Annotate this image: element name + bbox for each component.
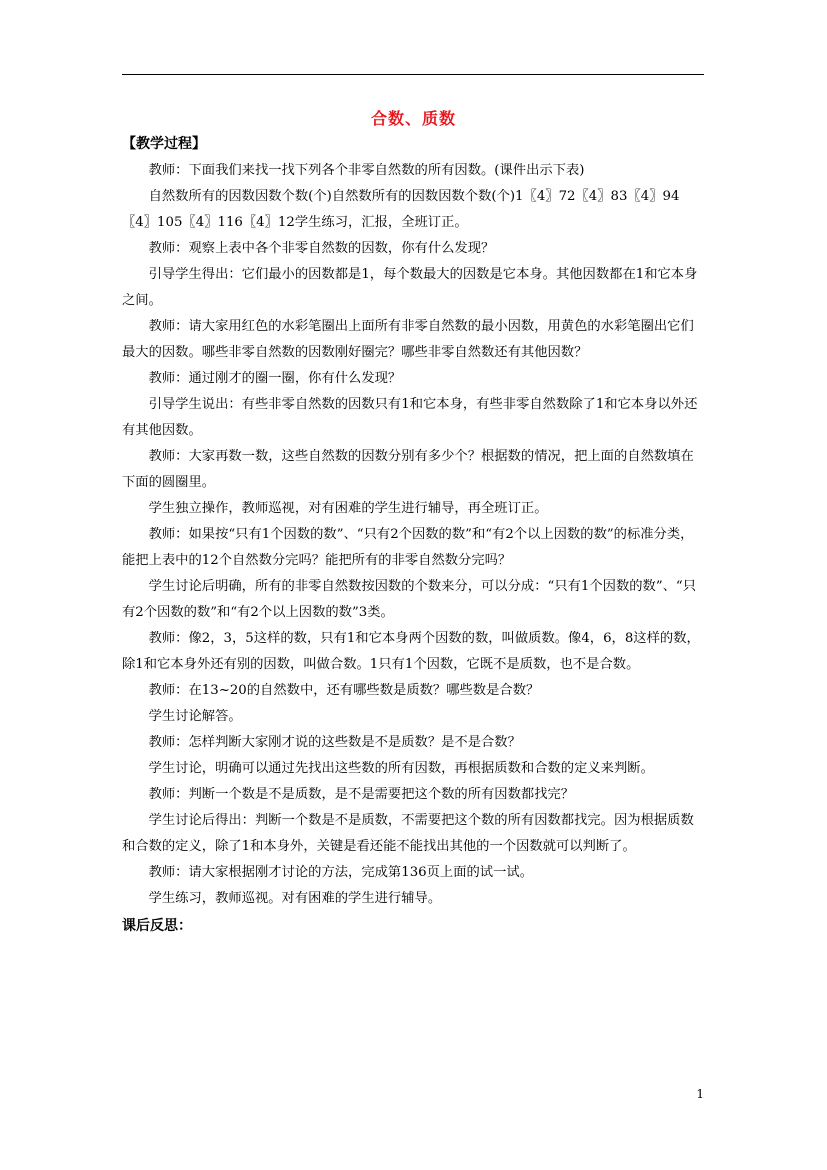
paragraph: 引导学生得出：它们最小的因数都是1，每个数最大的因数是它本身。其他因数都在1和它本身之间。 <box>122 267 698 308</box>
paragraph: 学生讨论，明确可以通过先找出这些数的所有因数，再根据质数和合数的定义来判断。 <box>148 761 654 776</box>
paragraph: 自然数所有的因数因数个数(个)自然数所有的因数因数个数(个)1〖4〗72〖4〗83〖4〗94〖4〗105〖4〗116〖4〗12学生练习，汇报，全班订正。 <box>122 189 680 230</box>
paragraph: 学生练习，教师巡视。对有困难的学生进行辅导。 <box>148 891 442 906</box>
document-body <box>122 134 704 938</box>
paragraph: 教师：判断一个数是不是质数，是不是需要把这个数的所有因数都找完？ <box>148 787 575 802</box>
page-title: 合数、质数 <box>370 109 456 128</box>
paragraph: 教师：通过刚才的圈一圈，你有什么发现？ <box>148 371 402 386</box>
paragraph: 教师：请大家用红色的水彩笔圈出上面所有非零自然数的最小因数，用黄色的水彩笔圈出它们最大的因数。哪些非零自然数的因数刚好圈完？哪些非零自然数还有其他因数？ <box>122 319 694 360</box>
paragraph: 教师：请大家根据刚才讨论的方法，完成第136页上面的试一试。 <box>148 865 533 880</box>
paragraph-list <box>122 158 704 912</box>
paragraph: 学生讨论后得出：判断一个数是不是质数，不需要把这个数的所有因数都找完。因为根据质数和合数的定义，除了1和本身外，关键是看还能不能找出其他的一个因数就可以判断了。 <box>122 813 694 854</box>
paragraph: 教师：怎样判断大家刚才说的这些数是不是质数？是不是合数？ <box>148 735 521 750</box>
reflection-heading: 课后反思： <box>122 918 192 934</box>
paragraph: 教师：如果按“只有1个因数的数”、“只有2个因数的数”和“有2个以上因数的数”的标准分类，能把上表中的12个自然数分完吗？能把所有的非零自然数分完吗？ <box>122 527 694 568</box>
paragraph: 学生讨论解答。 <box>148 709 242 724</box>
page-number: 1 <box>696 1087 704 1101</box>
paragraph: 教师：在13~20的自然数中，还有哪些数是质数？哪些数是合数？ <box>148 683 540 698</box>
header-rule <box>122 74 704 75</box>
paragraph: 教师：观察上表中各个非零自然数的因数，你有什么发现？ <box>148 241 495 256</box>
paragraph: 引导学生说出：有些非零自然数的因数只有1和它本身，有些非零自然数除了1和它本身以外还有其他因数。 <box>122 397 698 438</box>
paragraph: 教师：像2，3，5这样的数，只有1和它本身两个因数的数，叫做质数。像4，6，8这样的数，除1和它本身外还有别的因数，叫做合数。1只有1个因数，它既不是质数，也不是合数。 <box>122 631 700 672</box>
section-heading: 【教学过程】 <box>122 136 206 152</box>
paragraph: 学生讨论后明确，所有的非零自然数按因数的个数来分，可以分成：“只有1个因数的数”、“只有2个因数的数”和“有2个以上因数的数”3类。 <box>122 579 697 620</box>
paragraph: 教师：大家再数一数，这些自然数的因数分别有多少个？根据数的情况，把上面的自然数填在下面的圆圈里。 <box>122 449 694 490</box>
paragraph: 学生独立操作，教师巡视，对有困难的学生进行辅导，再全班订正。 <box>148 501 548 516</box>
paragraph: 教师：下面我们来找一找下列各个非零自然数的所有因数。(课件出示下表) <box>148 163 585 178</box>
